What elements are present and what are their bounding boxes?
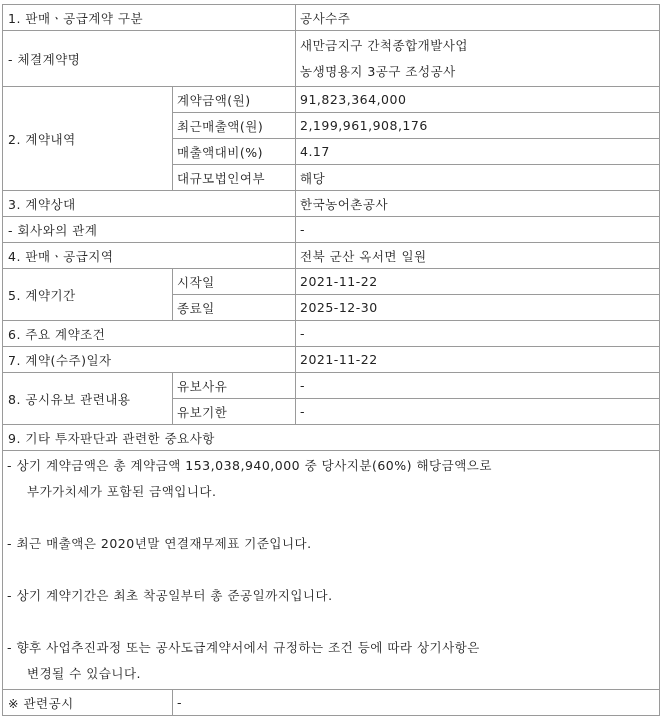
relationship-value: -: [296, 217, 660, 243]
region-value: 전북 군산 옥서면 일원: [296, 243, 660, 269]
conditions-label: 6. 주요 계약조건: [3, 321, 296, 347]
large-corp-label: 대규모법인여부: [173, 165, 296, 191]
table-row: [3, 31, 660, 87]
table-row: [3, 217, 660, 243]
table-row: [3, 5, 660, 31]
table-row: [3, 243, 660, 269]
note-spacer: [7, 609, 655, 635]
contract-name-label: - 체결계약명: [3, 31, 296, 87]
other-matters-notes: [3, 451, 660, 690]
large-corp-value: 해당: [296, 165, 660, 191]
deferral-reason-value: -: [296, 373, 660, 399]
contract-name-line: 새만금지구 간척종합개발사업: [300, 37, 468, 53]
period-label: 5. 계약기간: [3, 269, 173, 321]
relationship-label: - 회사와의 관계: [3, 217, 296, 243]
contract-amount-value: 91,823,364,000: [296, 87, 660, 113]
contract-date-value: 2021-11-22: [296, 347, 660, 373]
counterparty-value: 한국농어촌공사: [296, 191, 660, 217]
other-matters-label: 9. 기타 투자판단과 관련한 중요사항: [3, 425, 660, 451]
recent-sales-value: 2,199,961,908,176: [296, 113, 660, 139]
sales-ratio-label: 매출액대비(%): [173, 139, 296, 165]
note-spacer: [7, 557, 655, 583]
period-start-label: 시작일: [173, 269, 296, 295]
related-disclosure-label: ※ 관련공시: [3, 690, 173, 716]
note-line: - 상기 계약기간은 최초 착공일부터 총 준공일까지입니다.: [7, 588, 333, 603]
period-start-value: 2021-11-22: [296, 269, 660, 295]
period-end-label: 종료일: [173, 295, 296, 321]
conditions-value: -: [296, 321, 660, 347]
period-end-value: 2025-12-30: [296, 295, 660, 321]
table-row: [3, 690, 660, 716]
deferral-term-value: -: [296, 399, 660, 425]
contract-disclosure-table: [2, 4, 660, 716]
counterparty-label: 3. 계약상대: [3, 191, 296, 217]
sales-type-label: 1. 판매ㆍ공급계약 구분: [3, 5, 296, 31]
table-row: [3, 321, 660, 347]
contract-name-line: 농생명용지 3공구 조성공사: [300, 63, 456, 79]
note-spacer: [7, 505, 655, 531]
region-label: 4. 판매ㆍ공급지역: [3, 243, 296, 269]
sales-type-value: 공사수주: [296, 5, 660, 31]
contract-amount-label: 계약금액(원): [173, 87, 296, 113]
table-row: [3, 269, 660, 295]
note-line: - 향후 사업추진과정 또는 공사도급계약서에서 규정하는 조건 등에 따라 상기사항은: [7, 640, 480, 655]
related-disclosure-value: -: [173, 690, 660, 716]
sales-ratio-value: 4.17: [296, 139, 660, 165]
deferral-label: 8. 공시유보 관련내용: [3, 373, 173, 425]
table-row: [3, 347, 660, 373]
table-row: [3, 425, 660, 451]
note-line: 부가가치세가 포함된 금액입니다.: [27, 484, 217, 499]
contract-name-value: [296, 31, 660, 87]
table-row: [3, 87, 660, 113]
contract-date-label: 7. 계약(수주)일자: [3, 347, 296, 373]
note-line: - 상기 계약금액은 총 계약금액 153,038,940,000 중 당사지분(60%) 해당금액으로: [7, 458, 492, 473]
contract-details-label: 2. 계약내역: [3, 87, 173, 191]
table-row: [3, 373, 660, 399]
table-row: [3, 451, 660, 690]
deferral-term-label: 유보기한: [173, 399, 296, 425]
deferral-reason-label: 유보사유: [173, 373, 296, 399]
note-line: - 최근 매출액은 2020년말 연결재무제표 기준입니다.: [7, 536, 312, 551]
table-row: [3, 191, 660, 217]
note-line: 변경될 수 있습니다.: [27, 666, 142, 681]
recent-sales-label: 최근매출액(원): [173, 113, 296, 139]
